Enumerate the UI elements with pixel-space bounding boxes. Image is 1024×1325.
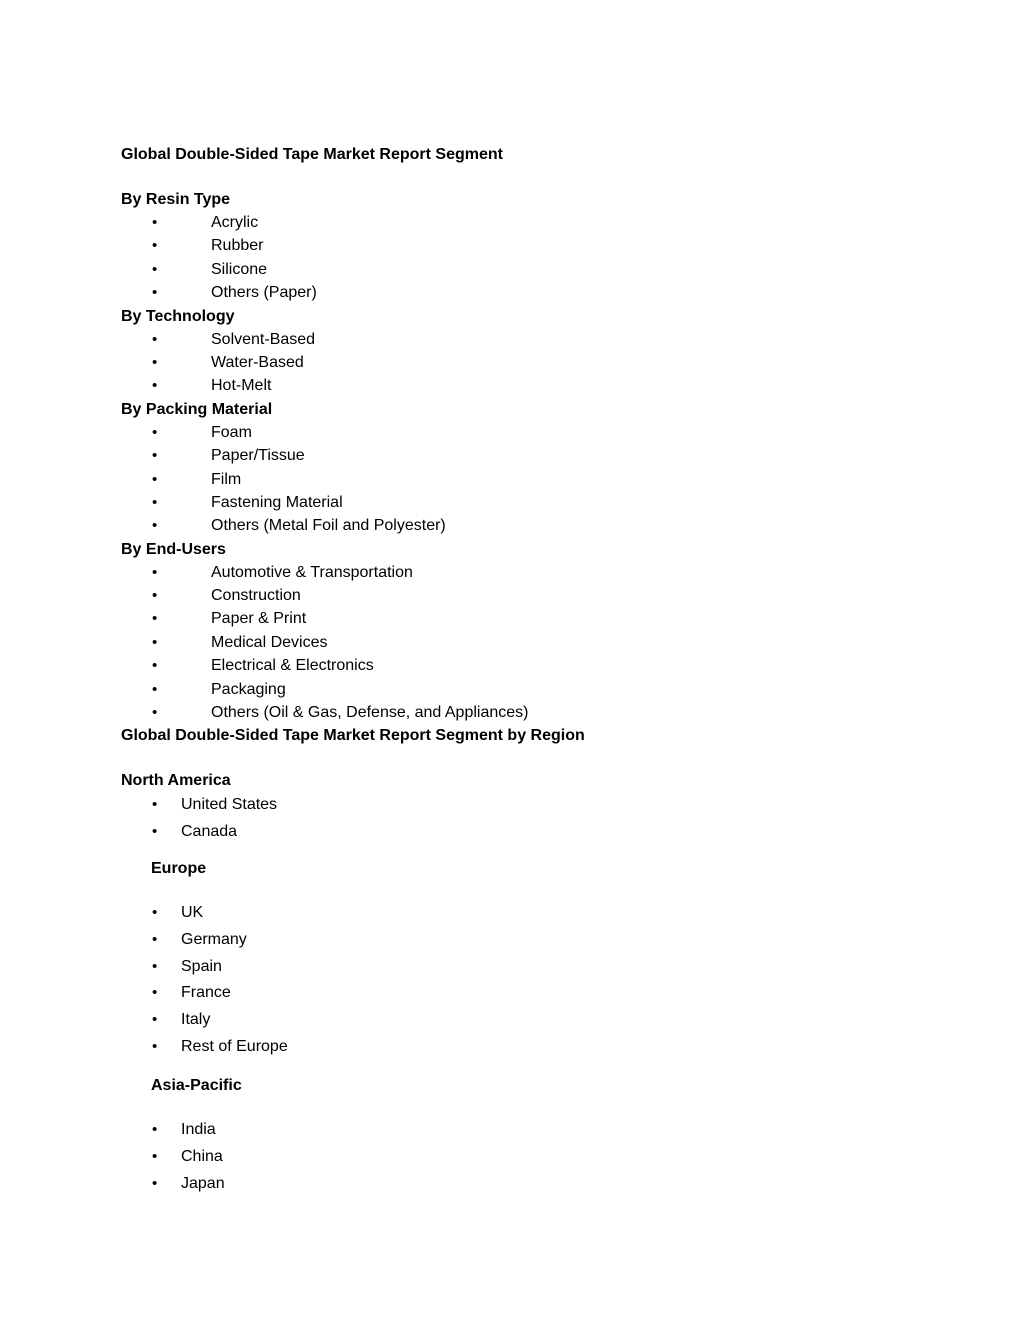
list-item [121, 631, 921, 654]
list-item-label: United States [181, 796, 278, 814]
asia-pacific-section [121, 1074, 921, 1197]
list-item-label: Canada [181, 823, 238, 841]
list-item-label: Automotive & Transportation [211, 563, 413, 581]
list-item [121, 792, 921, 819]
list-item-label: Solvent-Based [211, 330, 316, 348]
region-heading-europe: Europe [151, 860, 207, 877]
list-item [121, 954, 921, 981]
bullet-icon: • [152, 957, 158, 975]
list-item [121, 927, 921, 954]
bullet-icon: • [152, 563, 158, 581]
bullet-icon: • [152, 796, 158, 814]
segment-heading-packing-material: By Packing Material [121, 400, 273, 418]
bullet-icon: • [152, 610, 158, 628]
list-item [121, 980, 921, 1007]
packing-material-list [121, 421, 921, 538]
bullet-icon: • [152, 930, 158, 948]
list-item [121, 351, 921, 374]
europe-section [121, 857, 921, 1061]
segment-section [121, 143, 921, 846]
list-item [121, 819, 921, 846]
bullet-icon: • [152, 330, 158, 348]
bullet-icon: • [152, 377, 158, 395]
list-item [121, 1117, 921, 1144]
list-item-label: France [181, 984, 231, 1002]
bullet-icon: • [152, 1011, 158, 1029]
list-item-label: Paper/Tissue [211, 447, 305, 465]
list-item [121, 1144, 921, 1171]
list-item [121, 211, 921, 234]
bullet-icon: • [152, 587, 158, 605]
bullet-icon: • [152, 470, 158, 488]
region-heading-north-america: North America [121, 772, 231, 790]
bullet-icon: • [152, 657, 158, 675]
list-item [121, 584, 921, 607]
region-section-title: Global Double-Sided Tape Market Report Segment by Region [121, 727, 585, 745]
resin-type-list [121, 211, 921, 305]
bullet-icon: • [152, 1174, 158, 1192]
list-item-label: Spain [181, 957, 222, 975]
list-item [121, 1007, 921, 1034]
bullet-icon: • [152, 1147, 158, 1165]
list-item [121, 900, 921, 927]
bullet-icon: • [152, 353, 158, 371]
list-item [121, 491, 921, 514]
bullet-icon: • [152, 1121, 158, 1138]
end-users-list [121, 561, 921, 725]
list-item [121, 514, 921, 537]
bullet-icon: • [152, 214, 158, 231]
bullet-icon: • [152, 680, 158, 698]
north-america-list [121, 792, 921, 846]
list-item [121, 654, 921, 677]
list-item-label: Water-Based [211, 353, 304, 371]
list-item [121, 258, 921, 281]
segment-heading-end-users: By End-Users [121, 540, 226, 558]
list-item-label: Film [211, 470, 242, 488]
list-item-label: Medical Devices [211, 633, 328, 651]
spacer [121, 880, 921, 900]
list-item-label: Foam [211, 423, 252, 441]
list-item-label: UK [181, 904, 204, 921]
list-item-label: Fastening Material [211, 493, 343, 511]
asia-pacific-list [121, 1117, 921, 1197]
list-item [121, 234, 921, 257]
segment-heading-technology: By Technology [121, 307, 235, 325]
bullet-icon: • [152, 904, 158, 921]
technology-list [121, 328, 921, 398]
region-heading-asia-pacific: Asia-Pacific [151, 1077, 242, 1094]
bullet-icon: • [152, 1037, 158, 1055]
segment-heading-resin-type: By Resin Type [121, 191, 231, 208]
list-item-label: Electrical & Electronics [211, 657, 374, 675]
bullet-icon: • [152, 633, 158, 651]
list-item-label: Rubber [211, 237, 264, 255]
list-item [121, 561, 921, 584]
list-item-label: Japan [181, 1174, 225, 1192]
spacer [121, 747, 921, 769]
list-item-label: Others (Paper) [211, 284, 317, 302]
list-item [121, 421, 921, 444]
list-item-label: Paper & Print [211, 610, 307, 628]
list-item [121, 678, 921, 701]
report-title: Global Double-Sided Tape Market Report Segment [121, 146, 503, 163]
list-item-label: Silicone [211, 260, 268, 278]
bullet-icon: • [152, 493, 158, 511]
list-item-label: Acrylic [211, 214, 259, 231]
bullet-icon: • [152, 237, 158, 255]
list-item [121, 1034, 921, 1061]
bullet-icon: • [152, 517, 158, 535]
list-item-label: Italy [181, 1011, 211, 1029]
list-item [121, 1171, 921, 1198]
bullet-icon: • [152, 260, 158, 278]
spacer [121, 166, 921, 188]
list-item [121, 374, 921, 397]
europe-list [121, 900, 921, 1061]
bullet-icon: • [152, 447, 158, 465]
list-item-label: China [181, 1147, 223, 1165]
bullet-icon: • [152, 423, 158, 441]
list-item [121, 281, 921, 304]
list-item-label: Others (Oil & Gas, Defense, and Appliances) [211, 704, 529, 722]
list-item [121, 607, 921, 630]
list-item-label: Construction [211, 587, 301, 605]
list-item [121, 444, 921, 467]
list-item [121, 328, 921, 351]
list-item-label: Germany [181, 930, 247, 948]
bullet-icon: • [152, 823, 158, 841]
list-item-label: India [181, 1121, 216, 1138]
list-item [121, 701, 921, 724]
list-item [121, 468, 921, 491]
bullet-icon: • [152, 704, 158, 722]
list-item-label: Packaging [211, 680, 286, 698]
list-item-label: Others (Metal Foil and Polyester) [211, 517, 446, 535]
bullet-icon: • [152, 284, 158, 302]
bullet-icon: • [152, 984, 158, 1002]
list-item-label: Rest of Europe [181, 1037, 288, 1055]
list-item-label: Hot-Melt [211, 377, 272, 395]
spacer [121, 1097, 921, 1117]
